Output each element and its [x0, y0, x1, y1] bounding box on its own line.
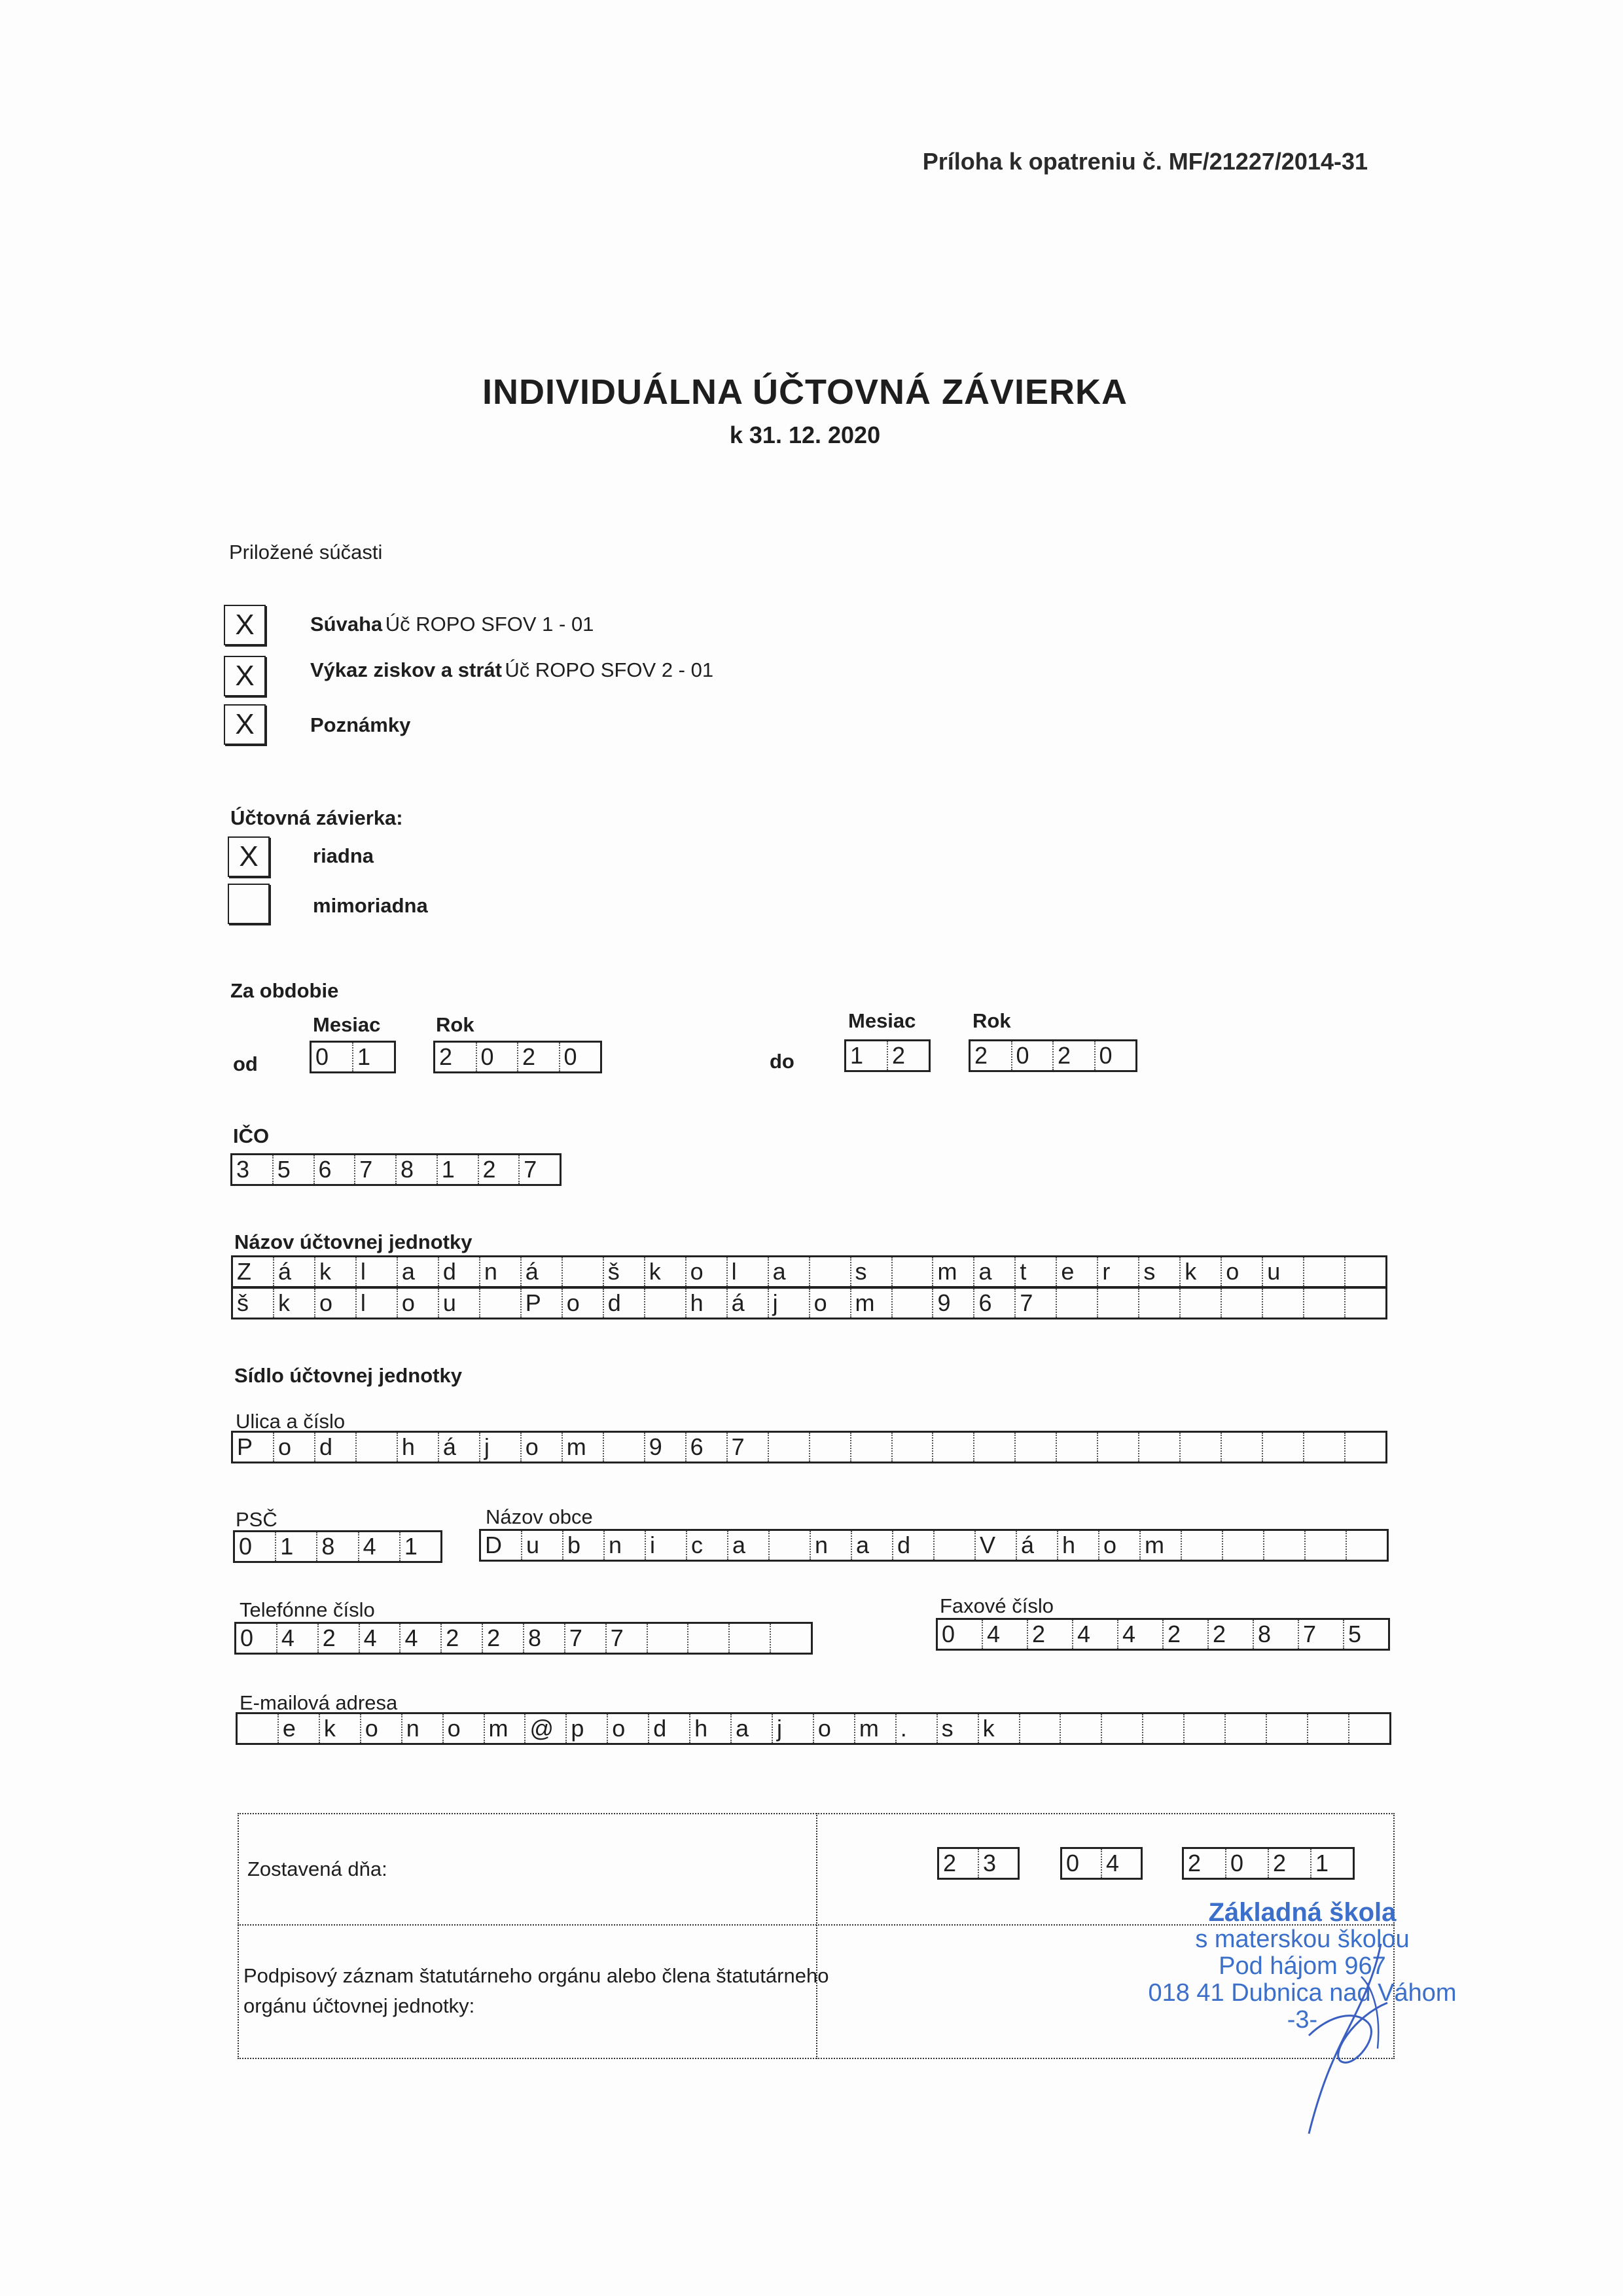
- char-cell: 6: [313, 1155, 355, 1184]
- char-cell: h: [689, 1714, 730, 1743]
- char-cell: [1142, 1714, 1183, 1743]
- char-cell: d: [648, 1714, 689, 1743]
- char-cell: 6: [685, 1433, 726, 1462]
- char-cell: o: [442, 1714, 484, 1743]
- char-cell: [1138, 1289, 1179, 1318]
- phone-field[interactable]: [234, 1622, 813, 1655]
- stamp-line-2: s materskou školou: [1195, 1926, 1410, 1953]
- char-cell: 1: [275, 1532, 316, 1561]
- seat-heading: Sídlo účtovnej jednotky: [234, 1364, 462, 1387]
- psc-field[interactable]: [233, 1530, 442, 1563]
- char-cell: [238, 1714, 277, 1743]
- to-year-label: Rok: [972, 1009, 1011, 1032]
- char-cell: d: [603, 1289, 644, 1318]
- char-cell: o: [397, 1289, 438, 1318]
- char-cell: á: [726, 1289, 768, 1318]
- char-cell: e: [1056, 1257, 1097, 1286]
- char-cell: P: [237, 1433, 253, 1460]
- stamp-line-4: 018 41 Dubnica nad Váhom: [1148, 1979, 1457, 2007]
- char-cell: n: [810, 1531, 851, 1560]
- char-cell: o: [809, 1289, 850, 1318]
- char-cell: s: [936, 1714, 978, 1743]
- char-cell: m: [854, 1714, 895, 1743]
- compiled-day-field[interactable]: [937, 1847, 1020, 1880]
- char-cell: 2: [478, 1155, 519, 1184]
- char-cell: 2: [482, 1624, 523, 1653]
- char-cell: [850, 1433, 891, 1462]
- char-cell: [1097, 1289, 1138, 1318]
- char-cell: 0: [240, 1624, 254, 1651]
- email-label: E-mailová adresa: [240, 1691, 398, 1714]
- attachment-label: Úč ROPO SFOV 2 - 01: [505, 658, 714, 681]
- char-cell: 4: [399, 1624, 440, 1653]
- ico-label: IČO: [233, 1124, 270, 1147]
- char-cell: d: [892, 1531, 933, 1560]
- document-date: k 31. 12. 2020: [729, 422, 881, 448]
- char-cell: [1303, 1433, 1344, 1462]
- attachment-balance-sheet: [310, 613, 594, 636]
- char-cell: [891, 1289, 933, 1318]
- char-cell: 2: [1162, 1620, 1207, 1649]
- char-cell: a: [851, 1531, 892, 1560]
- stamp-line-3: Pod hájom 967: [1219, 1952, 1386, 1980]
- checkbox-profit-loss[interactable]: X: [224, 656, 266, 696]
- attachment-label-bold: Výkaz ziskov a strát: [310, 658, 502, 681]
- attachment-notes: [310, 713, 410, 737]
- char-cell: [647, 1624, 688, 1653]
- char-cell: b: [562, 1531, 603, 1560]
- char-cell: [479, 1289, 520, 1318]
- char-cell: m: [562, 1433, 603, 1462]
- char-cell: a: [768, 1257, 809, 1286]
- to-label: do: [770, 1050, 794, 1073]
- char-cell: [768, 1433, 809, 1462]
- char-cell: j: [768, 1289, 809, 1318]
- char-cell: [1266, 1714, 1307, 1743]
- char-cell: o: [562, 1289, 603, 1318]
- char-cell: i: [645, 1531, 686, 1560]
- from-year-field[interactable]: [433, 1041, 602, 1073]
- char-cell: [1344, 1257, 1385, 1286]
- char-cell: c: [686, 1531, 727, 1560]
- char-cell: m: [484, 1714, 525, 1743]
- from-month-label: Mesiac: [313, 1013, 381, 1036]
- char-cell: o: [273, 1433, 314, 1462]
- char-cell: 2: [1052, 1041, 1094, 1070]
- char-cell: r: [1097, 1257, 1138, 1286]
- to-month-field[interactable]: [844, 1039, 931, 1072]
- char-cell: [1224, 1714, 1266, 1743]
- char-cell: 2: [887, 1041, 929, 1070]
- char-cell: 4: [276, 1624, 317, 1653]
- document-title: INDIVIDUÁLNA ÚČTOVNÁ ZÁVIERKA: [482, 372, 1128, 412]
- fax-label: Faxové číslo: [940, 1594, 1054, 1617]
- char-cell: 2: [1207, 1620, 1253, 1649]
- char-cell: 7: [605, 1624, 647, 1653]
- attachment-label-bold: Súvaha: [310, 613, 383, 636]
- char-cell: á: [1016, 1531, 1057, 1560]
- char-cell: k: [1179, 1257, 1221, 1286]
- char-cell: s: [850, 1257, 891, 1286]
- signature-label-line-1: Podpisový záznam štatutárneho orgánu alebo člena štatutárneho: [243, 1964, 829, 1987]
- attachment-profit-loss: [310, 658, 713, 682]
- char-cell: l: [355, 1257, 397, 1286]
- char-cell: 7: [726, 1433, 768, 1462]
- attachment-label: Úč ROPO SFOV 1 - 01: [385, 613, 594, 636]
- char-cell: [355, 1433, 397, 1462]
- from-month-field[interactable]: [310, 1041, 396, 1073]
- char-cell: .: [895, 1714, 936, 1743]
- char-cell: 8: [523, 1624, 564, 1653]
- signature-label-line-2: orgánu účtovnej jednotky:: [243, 1994, 475, 2017]
- char-cell: [603, 1433, 644, 1462]
- city-label: Názov obce: [486, 1505, 593, 1528]
- char-cell: k: [978, 1714, 1019, 1743]
- checkbox-extraordinary[interactable]: [228, 884, 270, 924]
- char-cell: 1: [437, 1155, 478, 1184]
- char-cell: l: [355, 1289, 397, 1318]
- char-cell: a: [973, 1257, 1014, 1286]
- stamp-line-5: -3-: [1287, 2006, 1318, 2034]
- stamp-line-1: Základná škola: [1208, 1898, 1397, 1927]
- unit-name-line-2[interactable]: [231, 1287, 1387, 1319]
- char-cell: 2: [1027, 1620, 1072, 1649]
- char-cell: 4: [1072, 1620, 1117, 1649]
- char-cell: 7: [1298, 1620, 1343, 1649]
- psc-label: PSČ: [236, 1508, 277, 1531]
- char-cell: [1221, 1289, 1262, 1318]
- char-cell: [1056, 1289, 1097, 1318]
- signature-label: [243, 1961, 829, 2021]
- char-cell: 2: [943, 1850, 957, 1876]
- char-cell: [768, 1531, 810, 1560]
- char-cell: k: [273, 1289, 314, 1318]
- char-cell: n: [479, 1257, 520, 1286]
- char-cell: 0: [559, 1043, 601, 1071]
- char-cell: u: [521, 1531, 562, 1560]
- char-cell: o: [1098, 1531, 1139, 1560]
- char-cell: 2: [517, 1043, 559, 1071]
- char-cell: [1179, 1433, 1221, 1462]
- closing-heading: Účtovná závierka:: [230, 806, 403, 829]
- char-cell: 4: [358, 1532, 399, 1561]
- annex-reference: Príloha k opatreniu č. MF/21227/2014-31: [922, 148, 1368, 175]
- char-cell: j: [772, 1714, 813, 1743]
- table-column-divider: [816, 1813, 817, 2059]
- char-cell: [1060, 1714, 1101, 1743]
- char-cell: š: [603, 1257, 644, 1286]
- char-cell: [1263, 1531, 1304, 1560]
- char-cell: 1: [850, 1042, 864, 1069]
- unit-name-line-1[interactable]: [231, 1255, 1387, 1288]
- char-cell: 5: [1343, 1620, 1388, 1649]
- char-cell: [809, 1433, 850, 1462]
- compiled-year-field[interactable]: [1182, 1847, 1355, 1880]
- char-cell: 9: [644, 1433, 685, 1462]
- fax-field[interactable]: [936, 1618, 1390, 1651]
- ico-field[interactable]: [230, 1153, 562, 1186]
- closing-regular-label: riadna: [313, 844, 374, 867]
- char-cell: [1183, 1714, 1224, 1743]
- email-field[interactable]: [236, 1712, 1391, 1745]
- char-cell: a: [727, 1531, 768, 1560]
- char-cell: 7: [354, 1155, 395, 1184]
- char-cell: [809, 1257, 850, 1286]
- char-cell: 7: [564, 1624, 605, 1653]
- char-cell: [1179, 1289, 1221, 1318]
- char-cell: [1304, 1531, 1346, 1560]
- checkbox-balance-sheet[interactable]: X: [224, 605, 266, 645]
- char-cell: 0: [1094, 1041, 1136, 1070]
- char-cell: 8: [1253, 1620, 1298, 1649]
- char-cell: o: [520, 1433, 562, 1462]
- char-cell: 2: [1268, 1849, 1310, 1878]
- char-cell: @: [524, 1714, 565, 1743]
- char-cell: d: [314, 1433, 355, 1462]
- checkbox-regular[interactable]: X: [228, 836, 270, 877]
- char-cell: [1303, 1257, 1344, 1286]
- char-cell: o: [360, 1714, 401, 1743]
- char-cell: 1: [399, 1532, 440, 1561]
- char-cell: u: [1262, 1257, 1303, 1286]
- char-cell: n: [603, 1531, 645, 1560]
- char-cell: 0: [1066, 1850, 1080, 1876]
- char-cell: o: [685, 1257, 726, 1286]
- from-year-label: Rok: [436, 1013, 474, 1036]
- char-cell: 0: [1225, 1849, 1268, 1878]
- char-cell: [1097, 1433, 1138, 1462]
- char-cell: [933, 1531, 974, 1560]
- attachment-label-bold: Poznámky: [310, 713, 411, 736]
- char-cell: 4: [1101, 1849, 1141, 1878]
- char-cell: 6: [973, 1289, 1014, 1318]
- char-cell: [687, 1624, 728, 1653]
- char-cell: [891, 1433, 933, 1462]
- char-cell: [1101, 1714, 1142, 1743]
- char-cell: 1: [1310, 1849, 1353, 1878]
- unit-name-label: Názov účtovnej jednotky: [234, 1230, 473, 1253]
- char-cell: [1344, 1433, 1385, 1462]
- char-cell: [770, 1624, 811, 1653]
- char-cell: 1: [352, 1043, 394, 1071]
- char-cell: š: [237, 1289, 249, 1316]
- char-cell: t: [1014, 1257, 1056, 1286]
- char-cell: [562, 1257, 603, 1286]
- char-cell: á: [273, 1257, 314, 1286]
- char-cell: o: [607, 1714, 648, 1743]
- char-cell: 0: [942, 1621, 955, 1647]
- char-cell: 8: [395, 1155, 437, 1184]
- street-label: Ulica a číslo: [236, 1410, 346, 1433]
- char-cell: [932, 1433, 973, 1462]
- char-cell: [1348, 1714, 1389, 1743]
- char-cell: D: [485, 1532, 502, 1558]
- char-cell: [644, 1289, 685, 1318]
- char-cell: á: [438, 1433, 479, 1462]
- phone-label: Telefónne číslo: [240, 1598, 375, 1621]
- char-cell: a: [730, 1714, 772, 1743]
- char-cell: [1014, 1433, 1056, 1462]
- char-cell: u: [438, 1289, 479, 1318]
- char-cell: [1221, 1433, 1262, 1462]
- char-cell: 7: [518, 1155, 560, 1184]
- to-month-label: Mesiac: [848, 1009, 916, 1032]
- char-cell: 0: [315, 1043, 329, 1070]
- char-cell: o: [813, 1714, 854, 1743]
- char-cell: h: [685, 1289, 726, 1318]
- char-cell: h: [1057, 1531, 1098, 1560]
- char-cell: k: [644, 1257, 685, 1286]
- char-cell: 4: [359, 1624, 400, 1653]
- char-cell: o: [314, 1289, 355, 1318]
- char-cell: [1222, 1531, 1263, 1560]
- char-cell: p: [565, 1714, 607, 1743]
- city-field[interactable]: [479, 1529, 1389, 1562]
- handwritten-signature: [1283, 1937, 1427, 2147]
- char-cell: m: [932, 1257, 973, 1286]
- char-cell: k: [314, 1257, 355, 1286]
- char-cell: n: [401, 1714, 442, 1743]
- char-cell: á: [520, 1257, 562, 1286]
- char-cell: [1181, 1531, 1222, 1560]
- attachments-heading: Priložené súčasti: [229, 541, 383, 564]
- char-cell: 5: [272, 1155, 313, 1184]
- char-cell: [1262, 1289, 1303, 1318]
- to-year-field[interactable]: [969, 1039, 1137, 1072]
- char-cell: 2: [974, 1042, 988, 1069]
- char-cell: d: [438, 1257, 479, 1286]
- compiled-label: Zostavená dňa:: [247, 1857, 387, 1880]
- char-cell: 4: [982, 1620, 1027, 1649]
- char-cell: 9: [932, 1289, 973, 1318]
- char-cell: k: [319, 1714, 360, 1743]
- char-cell: [1307, 1714, 1348, 1743]
- char-cell: [1262, 1433, 1303, 1462]
- char-cell: [973, 1433, 1014, 1462]
- char-cell: h: [397, 1433, 438, 1462]
- from-label: od: [233, 1052, 258, 1075]
- char-cell: l: [726, 1257, 768, 1286]
- char-cell: o: [1221, 1257, 1262, 1286]
- char-cell: [1303, 1289, 1344, 1318]
- char-cell: m: [1139, 1531, 1181, 1560]
- closing-extraordinary-label: mimoriadna: [313, 894, 428, 917]
- char-cell: a: [397, 1257, 438, 1286]
- street-field[interactable]: [231, 1431, 1387, 1463]
- char-cell: e: [277, 1714, 319, 1743]
- char-cell: 4: [1117, 1620, 1162, 1649]
- char-cell: 7: [1014, 1289, 1056, 1318]
- char-cell: j: [479, 1433, 520, 1462]
- char-cell: 0: [1011, 1041, 1053, 1070]
- char-cell: s: [1138, 1257, 1179, 1286]
- char-cell: [1019, 1714, 1060, 1743]
- char-cell: 2: [1188, 1850, 1202, 1876]
- char-cell: [1346, 1531, 1387, 1560]
- compiled-month-field[interactable]: [1060, 1847, 1143, 1880]
- char-cell: [1344, 1289, 1385, 1318]
- char-cell: m: [850, 1289, 891, 1318]
- period-heading: Za obdobie: [230, 979, 339, 1002]
- char-cell: 2: [440, 1624, 482, 1653]
- char-cell: 2: [317, 1624, 359, 1653]
- char-cell: [1138, 1433, 1179, 1462]
- char-cell: [891, 1257, 933, 1286]
- char-cell: 3: [978, 1849, 1018, 1878]
- char-cell: 8: [316, 1532, 357, 1561]
- char-cell: 0: [239, 1533, 253, 1560]
- char-cell: P: [520, 1289, 562, 1318]
- char-cell: V: [974, 1531, 1016, 1560]
- char-cell: [1056, 1433, 1097, 1462]
- checkbox-notes[interactable]: X: [224, 704, 266, 745]
- char-cell: 3: [236, 1156, 250, 1183]
- char-cell: [728, 1624, 770, 1653]
- char-cell: 0: [476, 1043, 518, 1071]
- char-cell: 2: [439, 1043, 453, 1070]
- char-cell: Z: [237, 1258, 251, 1285]
